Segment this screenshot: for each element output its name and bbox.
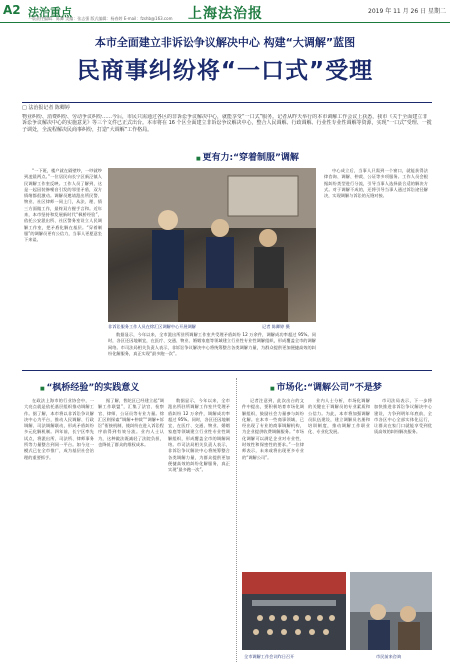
photo1-credit: 记者 陈卿婷 摄 (262, 324, 290, 329)
section1-col2-text: 数据显示，今年以来，全市派出所驻所调解工作室共受理矛盾纠纷 12 万余件，调解成功率超过 95%。同时，各区还因地制宜，在医疗、交通、物业、婚姻家庭等领域建立行业性专业性调解组织，形成覆盖全市的调解网络。市司法局相关负责人表示，非诉讼争议解决中心将统筹整合各类调解力量，为群众提供更加便捷高效的纠纷化解服务，真正实现“最多跑一次”。 (108, 332, 316, 356)
column-divider (236, 378, 237, 662)
section1-title: ■ 更有力:“穿着制服”调解 (196, 150, 299, 163)
section1-column-2 (108, 332, 316, 362)
article-headline: 民商事纠纷将“一口式”受理 (76, 58, 374, 84)
newspaper-logo: 上海法治报 (188, 6, 263, 22)
issue-date: 2019 年 11 月 26 日 星期二 (368, 8, 446, 15)
photo-mediation-office (108, 168, 316, 322)
section-divider (22, 370, 432, 371)
byline-bar (22, 102, 432, 111)
section2-column-1 (24, 398, 94, 660)
section3-col1-text: 记者注意到，此次出台的文件中提出，要积极培育市场化调解组织，鼓励社会力量参与纠纷化解。在本市一些商事领域，已经出现了专业的商事调解机构，为企业提供收费调解服务。“市场化调解可以满足企业对专业性、时效性和保密性的要求。”一位律师表示，未来或将出现更多专业的“调解公司”。 (242, 398, 304, 460)
byline: □ 法治报记者 陈卿婷 (22, 105, 70, 111)
photo-meeting-art (242, 572, 346, 650)
section2-title: ■ “枫桥经验”的实践意义 (40, 380, 139, 393)
section3-column-1 (242, 398, 304, 566)
photo-consultation (350, 572, 432, 650)
section1-col3-text: 中心成立后，当事人只需到一个窗口，就能获得法律咨询、调解、仲裁、公证等多项服务。工作人员会根据纠纷类型进行分流，引导当事人选择最合适的解决方式。对于调解不成的，还将引导当事人通过诉讼途径解决，实现调解与诉讼的无缝对接。 (324, 168, 428, 199)
page-number-badge: A2 (3, 3, 21, 17)
section3-column-2 (308, 398, 370, 566)
section1-column-3 (324, 168, 428, 368)
section2-col2-text: 据了解，普陀区已经建立起“调解工作联盟”，汇集了法官、检察官、律师、公证员等专业力量。徐汇区则探索“调解+仲裁”“调解+诉讼”衔接机制，使纠纷在进入诉讼程序前得到有效分流。业内人士认为，这种做法既减轻了法院负担，也降低了群众的维权成本。 (98, 398, 164, 448)
photo2-caption: 全市调解工作会议昨日召开 (244, 654, 295, 659)
photo-consultation-art (350, 572, 432, 650)
section1-col1-text: “一下班，楼户就在隔壁吵，一吵就吵到凌晨两点。”一位居民向长宁区新泾镇人民调解工作室反映。工作人员了解到，这是一起因装修噪音引发的邻里矛盾，双方情绪都很激动。调解员邀请派出所民警、物业、社区律师一同上门，从法、理、情三方面做工作，最终双方握手言和。近年来，本市坚持和发展新时代“枫桥经验”，依托公安派出所、社区警务室设立人民调解工作室，把矛盾化解在基层。“穿着制服”的调解员更有公信力，当事人更愿意坐下来谈。 (24, 168, 102, 243)
editor-line: 一版责任编辑：陈卿 美编：张志强 版式编辑：杨春婷 E-mail：fzshb@163.com (28, 16, 173, 21)
photo-mediation-office-art (108, 168, 316, 322)
section2-col1-text: 在政法上海市的行业协会中，一大亮点就是依托基层组织推动调解工作。据了解，本市将以非诉讼争议解决中心为平台，推动人民调解、行政调解、司法调解联动，形成矛盾纠纷多元化解机制。四年前，长宁区率先试点，将派出所、司法所、律师事务所等力量整合到同一平台。如今这一模式已在全市推广，成为基层社会治理的重要抓手。 (24, 398, 94, 460)
photo-meeting (242, 572, 346, 650)
section2-column-2 (98, 398, 164, 660)
section3-title: ■ 市场化:“调解公司”不是梦 (270, 380, 382, 393)
section2-column-3 (168, 398, 230, 660)
section3-column-3 (374, 398, 432, 566)
photo1-caption: 非诉讼服务工作人员在徐汇区调解中心开展调解 (108, 324, 196, 329)
article-subhead: 本市全面建立非诉讼争议解决中心 构建“大调解”蓝图 (94, 36, 356, 49)
photo3-caption: 市民前来咨询 (376, 654, 402, 659)
masthead (0, 0, 450, 23)
section3-col3-text: 市司法局表示，下一步将加快推进非诉讼争议解决中心建设，力争到明年年底前，全市各区中心全部实体化运行，让群众在家门口就能享受到优质高效的纠纷解决服务。 (374, 398, 432, 435)
article-lead: 物业纠纷、消费纠纷、劳动争议纠纷……今后，市民只需通过各区的非诉讼争议解决中心，就能享受“一口式”服务。记者从昨天举行的本市调解工作会议上获悉，我市《关于全面建立非诉讼争议解决中心的实施意见》等三个文件已正式出台。本市将在 16 个区全面建立非诉讼争议解决中心，整合人民调解、行政调解、行业性专业性调解等资源，实现“一口式”受理、一揽子调处，全流程解决民商事纠纷，打造“大调解”工作格局。 (22, 114, 432, 133)
section2-col3-text: 数据显示，今年以来，全市派出所驻所调解工作室共受理矛盾纠纷 12 万余件，调解成功率超过 95%。同时，各区还因地制宜，在医疗、交通、物业、婚姻家庭等领域建立行业性专业性调解组织，形成覆盖全市的调解网络。市司法局相关负责人表示，非诉讼争议解决中心将统筹整合各类调解力量，为群众提供更加便捷高效的纠纷化解服务，真正实现“最多跑一次”。 (168, 398, 230, 473)
section-title: 法治重点 (28, 6, 72, 19)
section3-col2-text: 业内人士分析，市场化调解的关键在于调解员的专业素质和公信力。为此，本市将加强调解员队伍建设，建立调解员名册和培训制度，推动调解工作职业化、专业化发展。 (308, 398, 370, 435)
